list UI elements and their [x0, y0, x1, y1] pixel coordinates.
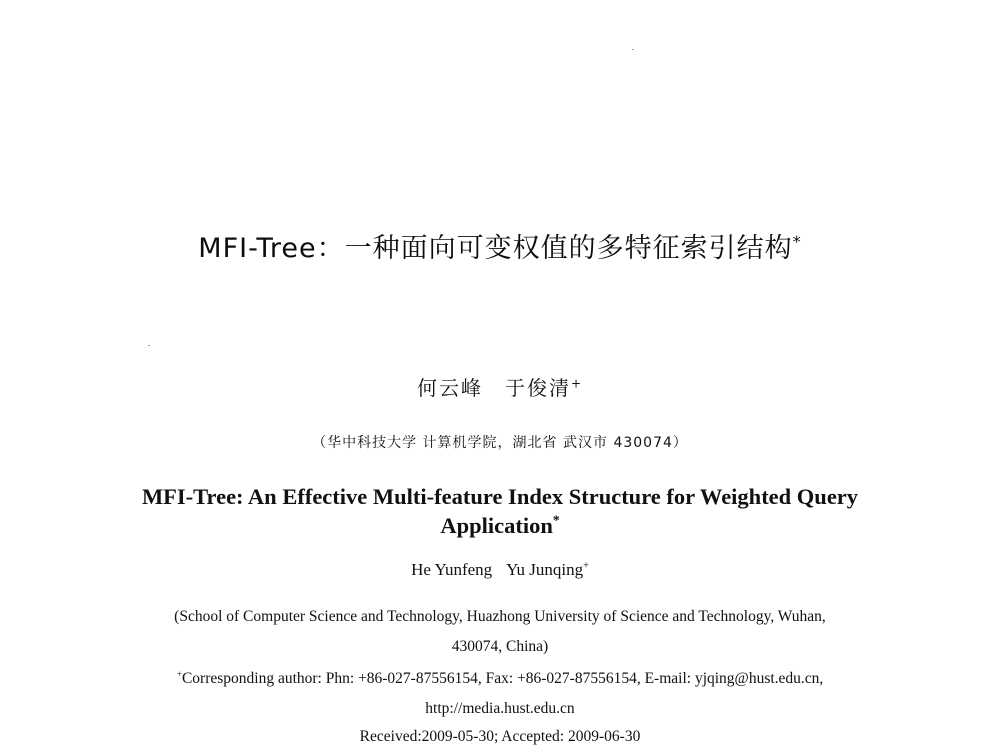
english-affiliation-line-2: 430074, China)	[451, 638, 549, 655]
chinese-title	[0, 226, 1000, 265]
chinese-authors	[0, 372, 1000, 401]
scan-speck	[632, 49, 634, 50]
title-footnote-mark: *	[792, 232, 802, 251]
english-authors	[0, 560, 1000, 580]
corresponding-line-1: +Corresponding author: Phn: +86-027-87556154, Fax: +86-027-87556154, E-mail: yjqing@hust.edu.cn,	[176, 669, 824, 687]
english-affiliation	[0, 602, 1000, 662]
english-title-line-1: MFI-Tree: An Effective Multi-feature Index Structure for Weighted Query	[141, 484, 859, 509]
homepage-url: http://media.hust.edu.cn	[425, 700, 575, 717]
corresponding-mark: +	[176, 669, 182, 680]
corresponding-author-mark: +	[570, 376, 584, 391]
english-corresponding-mark: +	[583, 560, 589, 572]
english-author-2: Yu Junqing	[506, 560, 584, 579]
chinese-author-1: 何云峰	[416, 376, 483, 400]
chinese-affiliation: （华中科技大学 计算机学院，湖北省 武汉市 430074）	[312, 435, 688, 451]
received-accepted-dates: Received:2009-05-30; Accepted: 2009-06-30	[359, 728, 641, 745]
corresponding-author-info	[0, 664, 1000, 724]
chinese-title-text: MFI-Tree：一种面向可变权值的多特征索引结构	[198, 233, 793, 264]
chinese-author-2: 于俊清	[504, 376, 571, 400]
scan-speck	[148, 345, 150, 346]
english-author-1: He Yunfeng	[411, 560, 493, 579]
english-affiliation-line-1: (School of Computer Science and Technology, Huazhong University of Science and Technology, Wuhan,	[174, 608, 826, 625]
english-title-footnote-mark: *	[552, 512, 560, 528]
english-title-line-2: Application*	[440, 512, 560, 538]
english-title	[0, 482, 1000, 540]
